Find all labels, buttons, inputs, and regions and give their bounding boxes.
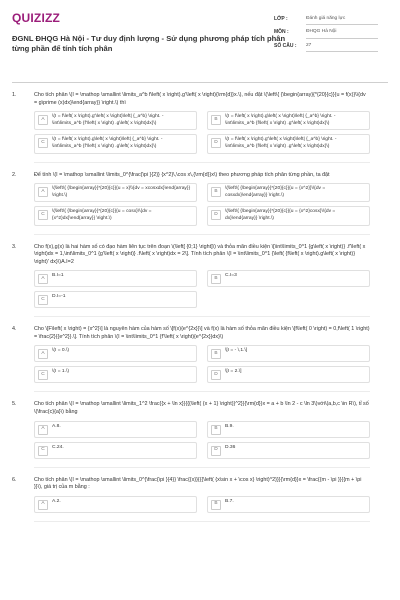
meta-value: Đánh giá năng lực xyxy=(306,16,378,25)
answer-option[interactable] xyxy=(207,183,370,202)
question-text: Cho f(x),g(x) là hai hàm số có đạo hàm liên tục trên đoạn \(\left[ {0;1} \right]\) và thỏa mãn điều kiện \[\int\limits_0^1 {g\left( x \right)} .f'\left( x \right)dx = 1,\int\limits_0^1 {g'\left( x \right)} .f\left( x \right)dx = 2\]. Tính tích phân \(I = \int\limits_0^1 {\left( {f\left( x \right).g\left( x \right)} \right)' dx}\)A.I=2 xyxy=(34,243,366,265)
question-text: Cho tích phân \(I = \mathop \smallint \limits_1^2 \frac{{x + \ln x}}{{{\left( {x + 1} \right)}^2}}{\rm{d}}x = a + b \ln 2 - c \ln 3\)với\(a,b,c \in R\), tỉ số \(\frac{c}{a}\) bằng xyxy=(34,401,369,415)
question-item xyxy=(12,92,388,163)
meta-key: MÔN : xyxy=(274,29,289,36)
answer-options xyxy=(34,111,370,153)
question-divider xyxy=(34,316,370,317)
header-divider xyxy=(12,82,388,83)
option-text: \(\left\{ {\begin{array}{*{20}{c}}{u = cosx}\\{dv = {x^2}dx}\end{array}} \right.\) xyxy=(52,209,152,221)
option-letter-box: D xyxy=(211,138,221,148)
answer-options xyxy=(34,421,370,459)
option-text: D.36 xyxy=(225,444,236,450)
option-letter-box: C xyxy=(38,295,48,305)
option-letter-box: A xyxy=(38,187,48,197)
meta-key: SỐ CÂU : xyxy=(274,42,297,49)
answer-option[interactable] xyxy=(207,111,370,130)
option-text: A.8. xyxy=(52,423,61,429)
option-text: B.I=1 xyxy=(52,273,64,279)
answer-option[interactable] xyxy=(207,496,370,513)
option-letter-box: B xyxy=(211,425,221,435)
option-letter-box: B xyxy=(211,187,221,197)
option-text: \(I = f\left( x \right).g'\left( x \right)\left| {_a^b} \right. - \int\limits_a^b {f'\left( x \right) .g\left( x \right)dx}\) xyxy=(52,114,164,126)
option-text: B.9. xyxy=(225,423,234,429)
option-letter-box: B xyxy=(211,500,221,510)
meta-value: 27 xyxy=(306,43,378,52)
question-item xyxy=(12,477,388,522)
answer-options xyxy=(34,183,370,225)
option-letter-box: D xyxy=(211,446,221,456)
option-text: \(I = f\left( x \right).g\left( x \right)\left| {_a^b} \right. - \int\limits_a^b {f'\left( x \right) .g\left( x \right)dx}\) xyxy=(52,137,163,149)
answer-option[interactable] xyxy=(207,442,370,459)
option-text: C.24. xyxy=(52,444,64,450)
question-number: 2. xyxy=(12,171,17,178)
option-letter-box: C xyxy=(38,138,48,148)
question-item xyxy=(12,326,388,392)
answer-option[interactable] xyxy=(34,134,197,153)
answer-option[interactable] xyxy=(207,421,370,438)
option-letter-box: C xyxy=(38,210,48,220)
option-text: A.2. xyxy=(52,498,61,504)
option-text: C.I=3 xyxy=(225,273,237,279)
question-divider xyxy=(34,521,370,522)
question-text: Để tính \(I = \mathop \smallint \limits_0^{\frac{\pi }{2}} {x^2}\,\cos x\,{\rm{d}}x\) theo phương pháp tích phân từng phần, ta đặt xyxy=(34,171,330,178)
answer-option[interactable] xyxy=(207,206,370,225)
answer-option[interactable] xyxy=(34,206,197,225)
answer-option[interactable] xyxy=(34,291,197,308)
meta-row-subject xyxy=(274,27,378,40)
answer-option[interactable] xyxy=(34,366,197,383)
option-text: \(I = 1.\) xyxy=(52,369,69,375)
answer-options xyxy=(34,270,370,308)
option-letter-box: A xyxy=(38,425,48,435)
answer-option[interactable] xyxy=(34,421,197,438)
option-text: \(I = 0.\) xyxy=(52,348,69,354)
option-text: \(\left\{ {\begin{array}{*{20}{c}}{u = {x^2}cosx}\\{dv = dx}\end{array}} \right.\) xyxy=(225,209,336,221)
answer-option[interactable] xyxy=(207,134,370,153)
question-text: Cho tích phân \(I = \mathop \smallint \limits_a^b f\left( x \right).g'\left( x \right){\rm{d}}x.\), nếu đặt \(\left\{ {\begin{array}{*{20}{c}}{u = f(x)}\\{dv = g\prime (x)dx}\end{array}} \right.\) thì xyxy=(34,92,366,106)
question-divider xyxy=(34,391,370,392)
answer-option[interactable] xyxy=(34,111,197,130)
question-divider xyxy=(34,467,370,468)
worksheet-title: ĐGNL ĐHQG Hà Nội - Tư duy định lượng - Sử dụng phương pháp tích phân từng phần để tính tích phân xyxy=(12,34,286,54)
option-text: D.I=-1 xyxy=(52,294,66,300)
option-letter-box: A xyxy=(38,349,48,359)
option-letter-box: D xyxy=(211,370,221,380)
answer-option[interactable] xyxy=(34,270,197,287)
question-text: Cho \[F\left( x \right) = {x^2}\] là nguyên hàm của hàm số \[f(x){e^{2x}}\] và f(x) là hàm số thỏa mãn điều kiện \[f\left( 0 \right) = 0,f\left( 1 \right) = \frac{2}{{e^2}}.\]. Tính tích phân \(I = \int\limits_0^1 {f'\left( x \right){e^{2x}}dx}\) xyxy=(34,326,370,340)
answer-option[interactable] xyxy=(34,496,197,513)
meta-value: ĐHQG Hà Nội xyxy=(306,29,378,38)
meta-row-count xyxy=(274,41,378,54)
question-number: 5. xyxy=(12,401,17,408)
quizizz-logo: QUIZIZZ xyxy=(12,11,61,25)
question-number: 3. xyxy=(12,243,17,250)
option-text: \(\left\{ {\begin{array}{*{20}{c}}{u = {x^2}}\\{dv = cosxdx}\end{array}} \right.\) xyxy=(225,186,326,198)
question-item xyxy=(12,244,388,318)
question-list xyxy=(12,92,388,522)
option-text: \(I = f\left( x \right).g'\left( x \right)\left| {_a^b} \right. - \int\limits_a^b {f\left( x \right) .g'\left( x \right)dx}\) xyxy=(225,137,337,149)
question-item xyxy=(12,172,388,235)
answer-option[interactable] xyxy=(207,345,370,362)
answer-options xyxy=(34,496,370,513)
option-letter-box: B xyxy=(211,274,221,284)
option-letter-box: C xyxy=(38,370,48,380)
question-item xyxy=(12,401,388,467)
question-divider xyxy=(34,234,370,235)
option-letter-box: A xyxy=(38,115,48,125)
answer-option[interactable] xyxy=(34,183,197,202)
option-text: \(\left\{ {\begin{array}{*{20}{c}}{u = x}\\{dv = xcosxdx}\end{array}} \right.\) xyxy=(52,186,191,198)
meta-row-class xyxy=(274,14,378,27)
answer-option[interactable] xyxy=(207,270,370,287)
option-text: \(I = f\left( x \right).g\left( x \right)\left| {_a^b} \right. - \int\limits_a^b {f\left( x \right) .g'\left( x \right)dx}\) xyxy=(225,114,336,126)
option-letter-box: A xyxy=(38,500,48,510)
option-letter-box: A xyxy=(38,274,48,284)
answer-option[interactable] xyxy=(34,442,197,459)
option-text: \[I = - \,1.\] xyxy=(225,348,248,354)
option-text: B.7. xyxy=(225,498,234,504)
question-text: Cho tích phân \(I = \mathop \smallint \limits_0^{\frac{\pi }{4}} \frac{{x}}{{{\left( {x\sin x + \cos x} \right)^2}}}{\rm{d}}x = \frac{{m - \pi }}{{m + \pi }}\), giá trị của m bằng : xyxy=(34,476,362,491)
worksheet-header xyxy=(12,10,388,78)
option-letter-box: C xyxy=(38,446,48,456)
option-text: \[I = 2.\] xyxy=(225,369,242,375)
meta-panel xyxy=(274,14,378,54)
question-divider xyxy=(34,162,370,163)
option-letter-box: B xyxy=(211,349,221,359)
question-number: 4. xyxy=(12,326,17,333)
option-letter-box: B xyxy=(211,115,221,125)
question-number: 1. xyxy=(12,92,17,98)
answer-option[interactable] xyxy=(34,345,197,362)
option-letter-box: D xyxy=(211,210,221,220)
question-number: 6. xyxy=(12,476,17,483)
meta-key: LỚP : xyxy=(274,16,288,22)
answer-options xyxy=(34,345,370,383)
answer-option[interactable] xyxy=(207,366,370,383)
